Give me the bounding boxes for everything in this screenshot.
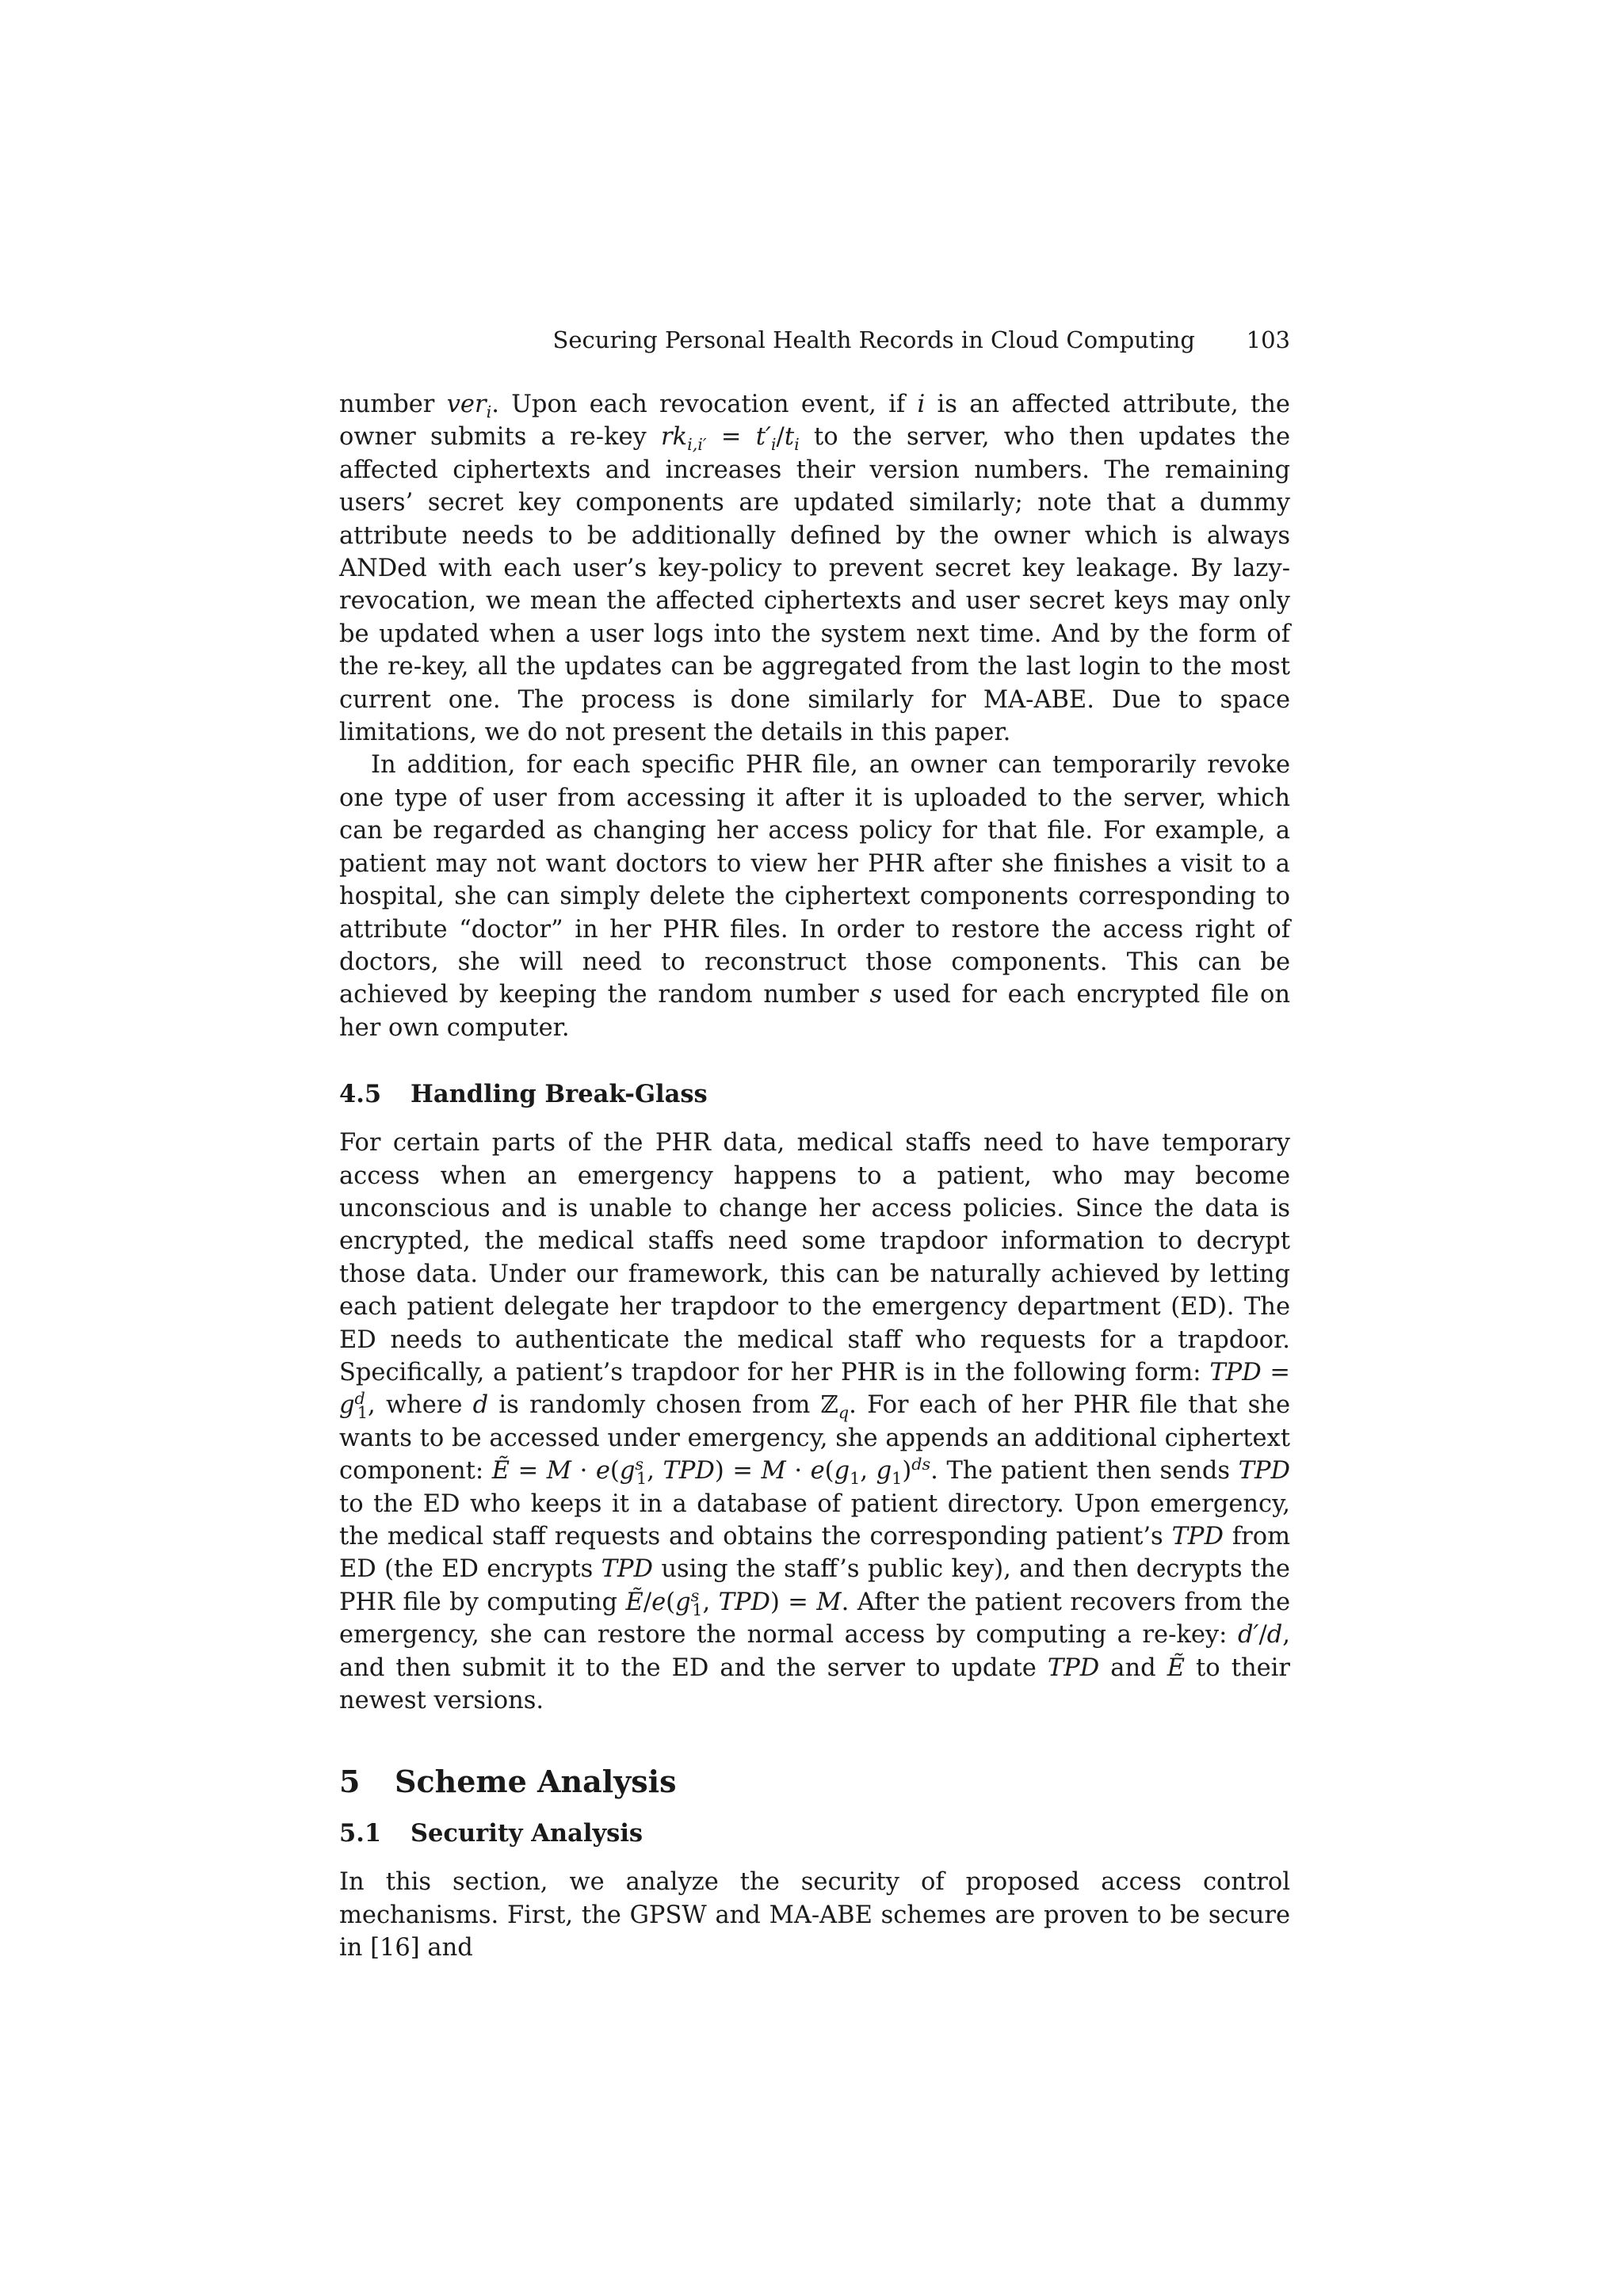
math-var: e [595,1457,610,1486]
math-var: Ẽ [491,1457,510,1486]
text-run: ) [902,1457,912,1486]
math-sub: i [770,435,777,455]
math-sup: s [635,1455,643,1474]
math-sub: i [486,402,492,422]
text-run: ( [609,1457,620,1486]
text-run: . The patient then sends [930,1457,1239,1486]
text-run: . For each of her PHR file that she wants to be accessed under emergency, she appends an additional ciphertext component: [339,1391,1291,1486]
text-run: For certain parts of the PHR data, medical staffs need to have temporary access when an emergency happens to a patient, who may become unconscious and is unable to change her access policies. Since the data is encrypted, the medical staffs need some trapdoor information to decrypt those data. Under our framework, this can be naturally achieved by letting each patient delegate her trapdoor to the emergency department (ED). The ED needs to authenticate the medical staff who requests for a trapdoor. Specifically, a patient’s trapdoor for her PHR is in the following form: [339,1129,1290,1386]
text-run: In this section, we analyze the security of proposed access control mechanisms. First, the GPSW and MA-ABE schemes are proven to be secure in [16] and [339,1868,1290,1962]
math-var: t [784,423,795,452]
math-var: e [810,1457,825,1486]
math-sub: 1 [850,1469,861,1489]
body-text [339,388,1290,1965]
text-run: / [643,1588,652,1616]
text-run: to their newest versions. [339,1653,1290,1715]
math-sub: i,i′ [687,435,707,455]
section-title: Scheme Analysis [395,1764,677,1800]
math-var: d [1266,1621,1283,1650]
text-run: / [1258,1621,1267,1650]
math-sub: q [838,1403,850,1423]
text-run: = [1261,1358,1290,1386]
math-var: e [651,1588,666,1616]
math-var: i [917,391,926,418]
math-var: g [675,1588,691,1616]
text-run: . After the patient recovers from the emergency, she can restore the normal access by computing a re-key: [339,1588,1291,1650]
text-run: , where [368,1391,473,1420]
text-run: ( [666,1588,676,1616]
subsection-heading-4-5 [339,1077,1290,1111]
math-sup: d [354,1389,365,1409]
text-run: = [706,423,756,452]
math-var: TPD [718,1588,770,1616]
math-var: TPD [601,1555,653,1584]
math-sup: ds [911,1455,931,1474]
text-run: In addition, for each specific PHR file, an owner can temporarily revoke one type of user from accessing it after it is uploaded to the server, which can be regarded as changing her access policy for that file. For example, a patient may not want doctors to view her PHR after she finishes a visit to a hospital, she can simply delete the ciphertext components corresponding to attribute “doctor” in her PHR files. In order to restore the access right of doctors, she will need to reconstruct those components. This can be achieved by keeping the random number [339,751,1290,1009]
math-var: Ẽ [625,1588,643,1616]
math-var: M [816,1588,842,1616]
section-heading-5 [339,1761,1290,1802]
running-title: Securing Personal Health Records in Cloud Computing [552,326,1195,353]
text-run: is randomly chosen from [488,1391,821,1420]
text-run: ) = [769,1588,817,1616]
math-var: M [546,1457,571,1486]
text-run: · [571,1457,596,1486]
text-run: from ED (the ED encrypts [339,1523,1290,1584]
math-var: g [339,1391,355,1420]
math-var: TPD [1047,1653,1100,1682]
text-run: ) = [714,1457,762,1486]
text-run: / [776,423,785,452]
text-run: = [509,1457,547,1486]
section-number: 5 [339,1764,361,1800]
math-var: g [876,1457,892,1486]
math-var: TPD [663,1457,715,1486]
math-sub: i [794,435,800,455]
math-sub: 1 [636,1469,647,1489]
text-run: , and then submit it to the ED and the server to update [339,1621,1290,1682]
text-run: to the ED who keeps it in a database of patient directory. Upon emergency, the medical staff requests and obtains the corresponding patient’s [339,1489,1290,1550]
text-run: is an affected attribute, the owner submits a re-key [339,391,1290,452]
text-run: ( [824,1457,834,1486]
text-run: , [702,1588,719,1616]
running-head [339,322,1290,357]
math-var: s [869,981,883,1009]
subsection-heading-5-1 [339,1817,1290,1850]
text-run: . Upon each revocation event, if [491,391,918,418]
math-var: t′ [755,423,771,452]
math-var: TPD [1209,1358,1262,1386]
text-run: to the server, who then updates the affected ciphertexts and increases their version numbers. The remaining users’ secret key components are updated similarly; note that a dummy attribute needs to be additionally defined by the owner which is always ANDed with each user’s key-policy to prevent secret key leakage. By lazy-revocation, we mean the affected ciphertexts and user secret keys may only be updated when a user logs into the system next time. And by the form of the re-key, all the updates can be aggregated from the last login to the most current one. The process is done similarly for MA-ABE. Due to space limitations, we do not present the details in this paper. [339,423,1290,747]
paragraph-revocation [339,388,1290,749]
math-var: M [761,1457,786,1486]
text-run: · [785,1457,811,1486]
math-var: g [834,1457,850,1486]
math-sub: 1 [692,1600,703,1619]
text-run: number [339,391,447,418]
subsection-title: Security Analysis [411,1819,643,1848]
text-run: using the staff’s public key), and then decrypts the PHR file by computing [339,1555,1290,1616]
math-var: g [619,1457,636,1486]
math-var: d [472,1391,489,1420]
math-var: ver [446,391,487,418]
math-sub: 1 [357,1403,369,1423]
subsection-number: 4.5 [339,1080,382,1109]
page-number: 103 [1246,326,1290,353]
math-var: rk [661,423,688,452]
text-run: , [860,1457,876,1486]
paragraph-temporary-revoke [339,749,1290,1044]
paragraph-break-glass [339,1127,1290,1717]
math-var: TPD [1171,1523,1224,1550]
math-sup: s [690,1585,700,1605]
text-run: and [1099,1653,1167,1682]
math-sub: 1 [892,1469,903,1489]
text-run: used for each encrypted file on her own computer. [339,981,1291,1042]
math-var: TPD [1238,1457,1290,1486]
paragraph-security-analysis [339,1866,1290,1964]
math-var: Ẽ [1167,1653,1185,1682]
math-var: ℤ [820,1391,838,1420]
text-run: , [647,1457,663,1486]
math-var: d′ [1238,1621,1259,1650]
subsection-number: 5.1 [339,1819,382,1848]
subsection-title: Handling Break-Glass [411,1080,708,1109]
